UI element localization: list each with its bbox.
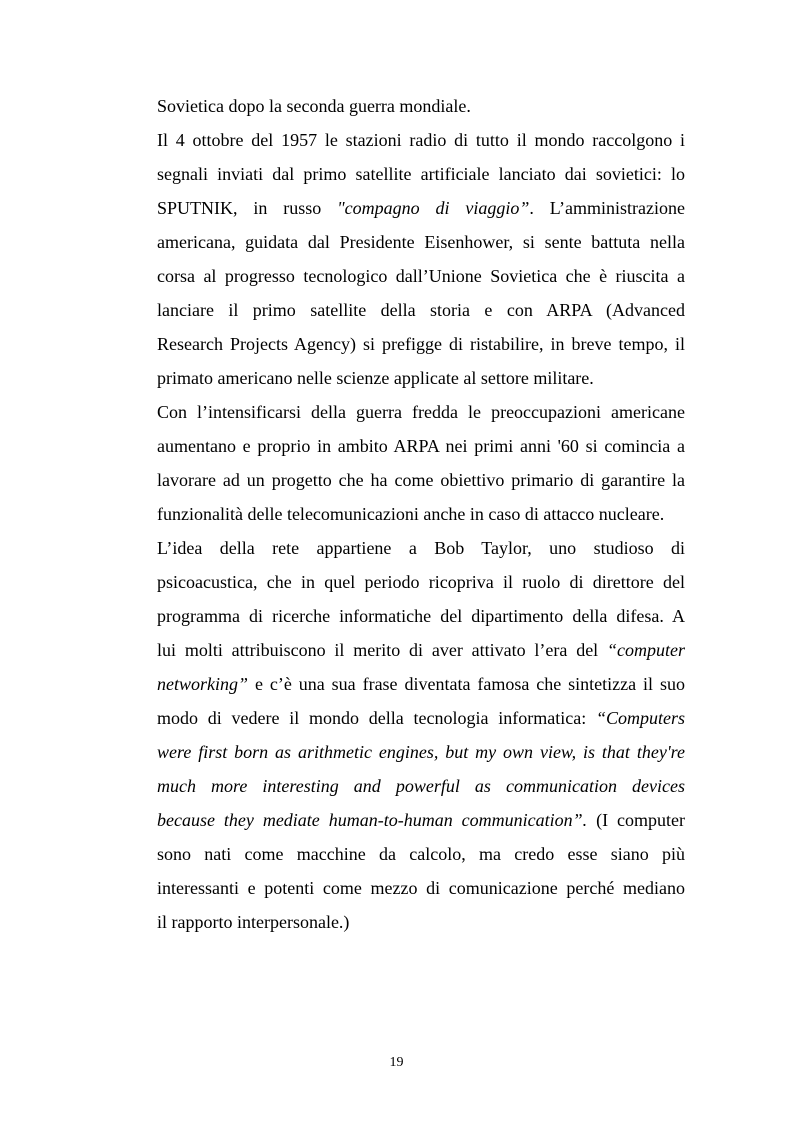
text-line — [157, 259, 685, 293]
text-span: funzionalità delle telecomunicazioni anche in caso di attacco nucleare. — [157, 504, 665, 524]
italic-text: much more interesting and powerful as communication devices — [157, 776, 685, 796]
paragraph — [157, 123, 685, 395]
text-span: modo di vedere il mondo della tecnologia informatica: — [157, 708, 596, 728]
text-span: e c’è una sua frase diventata famosa che sintetizza il suo — [248, 674, 685, 694]
text-line — [157, 361, 685, 395]
italic-text: “computer — [607, 640, 685, 660]
text-span: interessanti e potenti come mezzo di comunicazione perché mediano — [157, 878, 685, 898]
text-line — [157, 497, 685, 531]
text-line — [157, 599, 685, 633]
paragraph — [157, 89, 685, 123]
text-line — [157, 701, 685, 735]
text-line — [157, 123, 685, 157]
text-span: psicoacustica, che in quel periodo ricopriva il ruolo di direttore del — [157, 572, 685, 592]
text-line — [157, 871, 685, 905]
text-span: americana, guidata dal Presidente Eisenhower, si sente battuta nella — [157, 232, 685, 252]
paragraph — [157, 531, 685, 939]
text-span: corsa al progresso tecnologico dall’Unione Sovietica che è riuscita a — [157, 266, 685, 286]
text-span: primato americano nelle scienze applicate al settore militare. — [157, 368, 594, 388]
text-line — [157, 565, 685, 599]
text-span: lavorare ad un progetto che ha come obiettivo primario di garantire la — [157, 470, 685, 490]
text-line — [157, 769, 685, 803]
text-span: (I computer — [587, 810, 685, 830]
text-span: Research Projects Agency) si prefigge di ristabilire, in breve tempo, il — [157, 334, 685, 354]
text-span: L’idea della rete appartiene a Bob Taylor, uno studioso di — [157, 538, 685, 558]
text-span: . L’amministrazione — [529, 198, 685, 218]
text-line — [157, 225, 685, 259]
text-line — [157, 735, 685, 769]
text-span: Con l’intensificarsi della guerra fredda le preoccupazioni americane — [157, 402, 685, 422]
italic-text: “Computers — [595, 708, 685, 728]
text-line — [157, 157, 685, 191]
italic-text: networking” — [157, 674, 249, 694]
text-span: Il 4 ottobre del 1957 le stazioni radio di tutto il mondo raccolgono i — [157, 130, 685, 150]
text-span: segnali inviati dal primo satellite artificiale lanciato dai sovietici: lo — [157, 164, 685, 184]
text-line — [157, 803, 685, 837]
text-line — [157, 531, 685, 565]
text-span: aumentano e proprio in ambito ARPA nei primi anni '60 si comincia a — [157, 436, 685, 456]
text-line — [157, 191, 685, 225]
text-line — [157, 293, 685, 327]
page-number: 19 — [389, 1055, 404, 1070]
italic-text: because they mediate human-to-human communication”. — [157, 810, 588, 830]
text-line — [157, 667, 685, 701]
text-span: lanciare il primo satellite della storia e con ARPA (Advanced — [157, 300, 685, 320]
text-span: lui molti attribuiscono il merito di aver attivato l’era del — [157, 640, 607, 660]
paragraph — [157, 395, 685, 531]
text-line — [157, 905, 685, 939]
text-line — [157, 429, 685, 463]
text-span: SPUTNIK, in russo — [157, 198, 338, 218]
text-line — [157, 395, 685, 429]
text-span: Sovietica dopo la seconda guerra mondiale. — [157, 96, 471, 116]
text-line — [157, 633, 685, 667]
text-span: il rapporto interpersonale.) — [157, 912, 350, 932]
text-line — [157, 463, 685, 497]
text-line — [157, 837, 685, 871]
body-text — [157, 89, 685, 939]
italic-text: were first born as arithmetic engines, but my own view, is that they're — [157, 742, 685, 762]
italic-text: "compagno di viaggio” — [337, 198, 530, 218]
text-span: programma di ricerche informatiche del dipartimento della difesa. A — [157, 606, 685, 626]
text-line — [157, 327, 685, 361]
text-span: sono nati come macchine da calcolo, ma credo esse siano più — [157, 844, 685, 864]
text-line — [157, 89, 685, 123]
